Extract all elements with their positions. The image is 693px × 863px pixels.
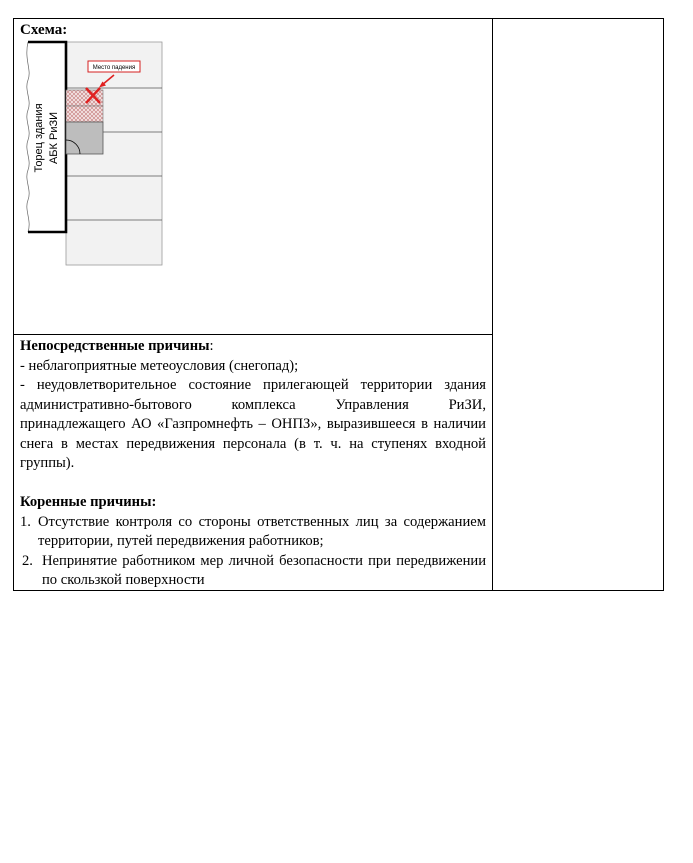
table-middle-border [492,18,493,591]
entrance-porch [66,122,103,154]
fall-place-label: Место падения [92,65,136,71]
root-cause-text: Отсутствие контроля со стороны ответственных лиц за содержанием территории, путей передвижения работников; [38,513,486,549]
direct-causes-colon: : [209,338,214,354]
root-cause-item [20,552,486,591]
direct-cause-item: - неблагоприятные метеоусловия (снегопад); [20,357,299,374]
root-cause-number: 2. [22,552,33,569]
direct-cause-item: - неудовлетворительное состояние прилегающей территории здания административно-бытового комплекса Управления РиЗИ, принадлежащего АО «Газпромнефть – ОНПЗ», выразившееся в наличии снега в местах передвижения персонала (в т. ч. на ступенях входной группы). [20,377,486,471]
root-cause-text: Непринятие работником мер личной безопасности при передвижении по скользкой поверхности [42,552,486,588]
scheme-title: Схема: [20,22,68,38]
table-left-border [13,18,14,591]
root-causes-title: Коренные причины: [20,494,157,510]
root-cause-item [20,513,486,552]
building-label-line2: АБК РиЗИ [48,111,60,165]
entrance-step-hatched [66,106,103,122]
causes-section [20,337,486,591]
building-label-line1: Торец здания [33,103,45,173]
scheme-diagram [20,40,170,270]
direct-causes-heading [20,337,486,357]
root-cause-number: 1. [20,513,31,530]
direct-causes-title: Непосредственные причины [20,338,210,354]
table-top-border [13,18,664,19]
table-right-border [663,18,664,591]
table-row-divider [13,334,493,335]
